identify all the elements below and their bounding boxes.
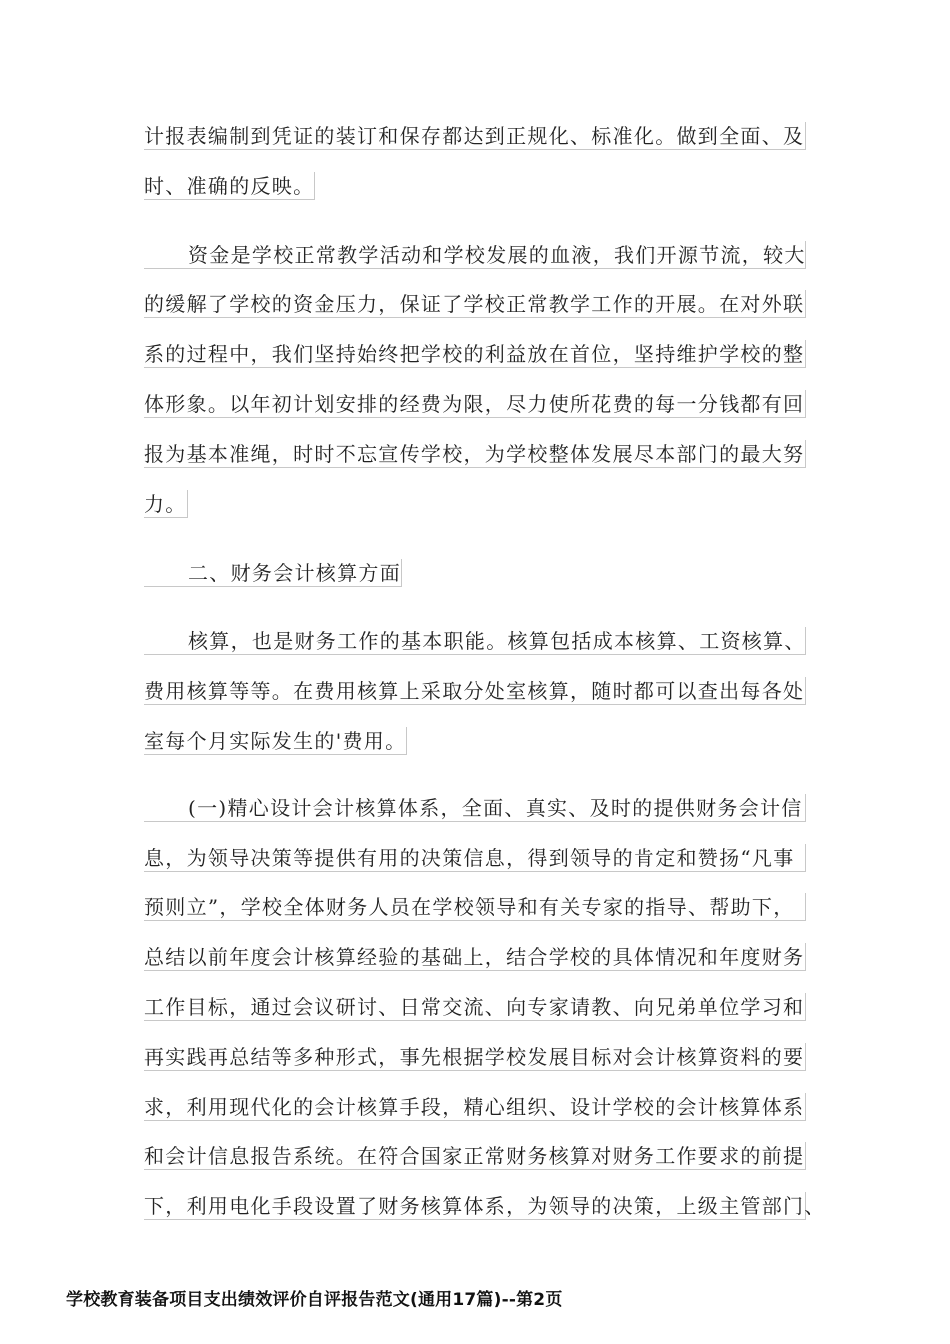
text-line: 的缓解了学校的资金压力，保证了学校正常教学工作的开展。在对外联 [144, 292, 805, 316]
paragraph-start-line: 资金是学校正常教学活动和学校发展的血液，我们开源节流，较大 [144, 241, 806, 269]
text-line: 息，为领导决策等提供有用的决策信息，得到领导的肯定和赞扬“凡事 [144, 844, 806, 872]
text-line: 时、准确的反映。 [144, 174, 315, 198]
text-line: 系的过程中，我们坚持始终把学校的利益放在首位，坚持维护学校的整 [144, 342, 805, 366]
paragraph-start-line: (一)精心设计会计核算体系，全面、真实、及时的提供财务会计信 [144, 794, 806, 822]
text-line: 预则立”，学校全体财务人员在学校领导和有关专家的指导、帮助下， [144, 893, 806, 921]
text-line: 工作目标，通过会议研讨、日常交流、向专家请教、向兄弟单位学习和 [144, 995, 805, 1019]
page-footer: 学校教育装备项目支出绩效评价自评报告范文(通用17篇)--第2页 [66, 1290, 563, 1310]
section-heading: 二、财务会计核算方面 [144, 559, 402, 587]
text-line: 下，利用电化手段设置了财务核算体系，为领导的决策，上级主管部门、 [144, 1194, 826, 1218]
text-line: 费用核算等等。在费用核算上采取分处室核算，随时都可以查出每各处 [144, 679, 805, 703]
text-line: 力。 [144, 492, 187, 516]
text-line: 总结以前年度会计核算经验的基础上，结合学校的具体情况和年度财务 [144, 945, 805, 969]
text-line: 再实践再总结等多种形式，事先根据学校发展目标对会计核算资料的要 [144, 1045, 805, 1069]
paragraph-start-line: 核算，也是财务工作的基本职能。核算包括成本核算、工资核算、 [144, 627, 806, 655]
text-line: 体形象。以年初计划安排的经费为限，尽力使所花费的每一分钱都有回 [144, 392, 805, 416]
text-line: 报为基本准绳，时时不忘宣传学校，为学校整体发展尽本部门的最大努 [144, 442, 805, 466]
text-line: 和会计信息报告系统。在符合国家正常财务核算对财务工作要求的前提 [144, 1144, 805, 1168]
text-line: 求，利用现代化的会计核算手段，精心组织、设计学校的会计核算体系 [144, 1095, 805, 1119]
text-line: 室每个月实际发生的'费用。 [144, 729, 407, 753]
text-line: 计报表编制到凭证的装订和保存都达到正规化、标准化。做到全面、及 [144, 124, 805, 148]
